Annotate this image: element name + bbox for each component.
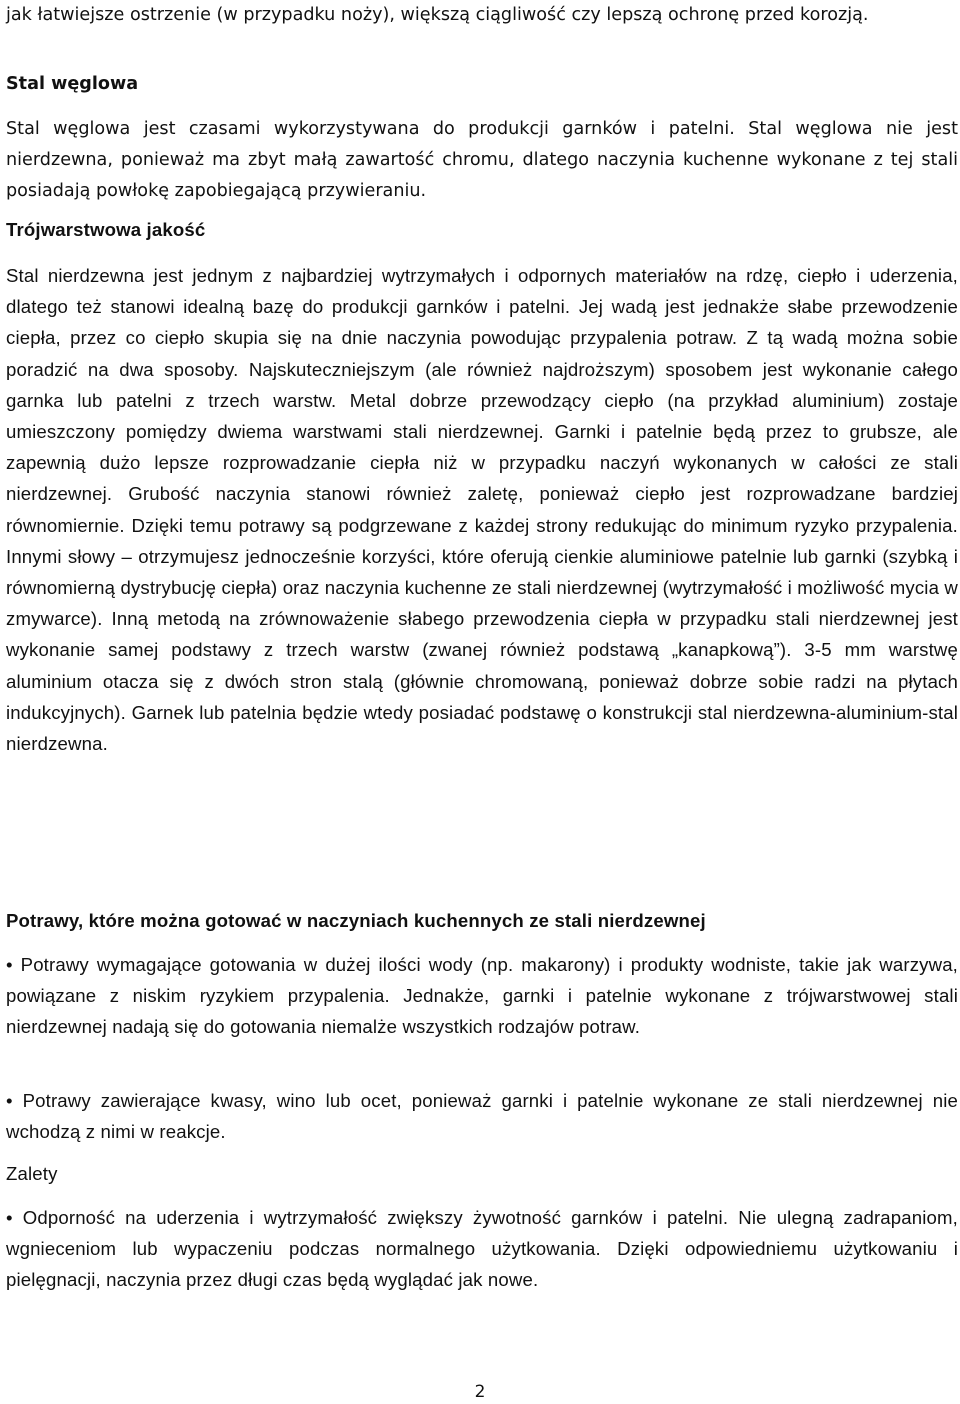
- advantages-bullet-1: • Odporność na uderzenia i wytrzymałość zwiększy żywotność garnków i patelni. Nie ulegną zadrapaniom, wgnieceniom lub wypaczeniu podczas normalnego użytkowania. Dzięki odpowiedniemu użytkowaniu i pielęgnacji, naczynia przez długi czas będą wyglądać jak nowe.: [6, 1207, 958, 1291]
- dishes-heading: Potrawy, które można gotować w naczyniach kuchennych ze stali nierdzewnej: [6, 910, 706, 931]
- triple-layer-paragraph: Stal nierdzewna jest jednym z najbardziej wytrzymałych i odpornych materiałów na rdzę, ciepło i uderzenia, dlatego też stanowi idealną bazę do produkcji garnków i patelni. Jej wadą jest jednakże słabe przewodzenie ciepła, przez co ciepło skupia się na dnie naczynia powodując przypalenia potraw. Z tą wadą można sobie poradzić na dwa sposoby. Najskuteczniejszym (ale również najdroższym) sposobem jest wykonanie całego garnka lub patelni z trzech warstw. Metal dobrze przewodzący ciepło (na przykład aluminium) zostaje umieszczony pomiędzy dwiema warstwami stali nierdzewnej. Garnki i patelnie będą przez to grubsze, ale zapewnią dużo lepsze rozprowadzanie ciepła niż w przypadku naczyń wykonanych w całości ze stali nierdzewnej. Grubość naczynia stanowi również zaletę, ponieważ ciepło jest rozprowadzane bardziej równomiernie. Dzięki temu potrawy są podgrzewane z każdej strony redukując do minimum ryzyko przypalenia. Innymi słowy – otrzymujesz jednocześnie korzyści, które oferują cienkie aluminiowe patelnie lub garnki (szybką i równomierną dystrybucję ciepła) oraz naczynia kuchenne ze stali nierdzewnej (wytrzymałość i możliwość mycia w zmywarce). Inną metodą na zrównoważenie słabego przewodzenia ciepła w przypadku stali nierdzewnej jest wykonanie samej podstawy z trzech warstw (zwanej również podstawą „kanapkową”). 3-5 mm warstwę aluminium otacza się z dwóch stron stalą (głównie chromowaną, ponieważ dobrze sobie radzi na płytach indukcyjnych). Garnek lub patelnia będzie wtedy posiadać podstawę o konstrukcji stal nierdzewna-aluminium-stal nierdzewna.: [6, 265, 958, 755]
- carbon-steel-heading: Stal węglowa: [6, 74, 139, 94]
- intro-tail-paragraph: jak łatwiejsze ostrzenie (w przypadku noży), większą ciągliwość czy lepszą ochronę przed korozją.: [6, 5, 869, 25]
- dishes-bullet-2: • Potrawy zawierające kwasy, wino lub ocet, ponieważ garnki i patelnie wykonane ze stali nierdzewnej nie wchodzą z nimi w reakcje.: [6, 1090, 958, 1143]
- page-number: 2: [474, 1382, 486, 1402]
- carbon-steel-paragraph: Stal węglowa jest czasami wykorzystywana do produkcji garnków i patelni. Stal węglowa nie jest nierdzewna, ponieważ ma zbyt małą zawartość chromu, dlatego naczynia kuchenne wykonane z tej stali posiadają powłokę zapobiegającą przywieraniu.: [6, 119, 958, 202]
- dishes-bullet-1: • Potrawy wymagające gotowania w dużej ilości wody (np. makarony) i produkty wodniste, takie jak warzywa, powiązane z niskim ryzykiem przypalenia. Jednakże, garnki i patelnie wykonane z trójwarstwowej stali nierdzewnej nadają się do gotowania niemalże wszystkich rodzajów potraw.: [6, 954, 958, 1038]
- triple-layer-heading: Trójwarstwowa jakość: [6, 219, 206, 240]
- advantages-heading: Zalety: [6, 1163, 58, 1184]
